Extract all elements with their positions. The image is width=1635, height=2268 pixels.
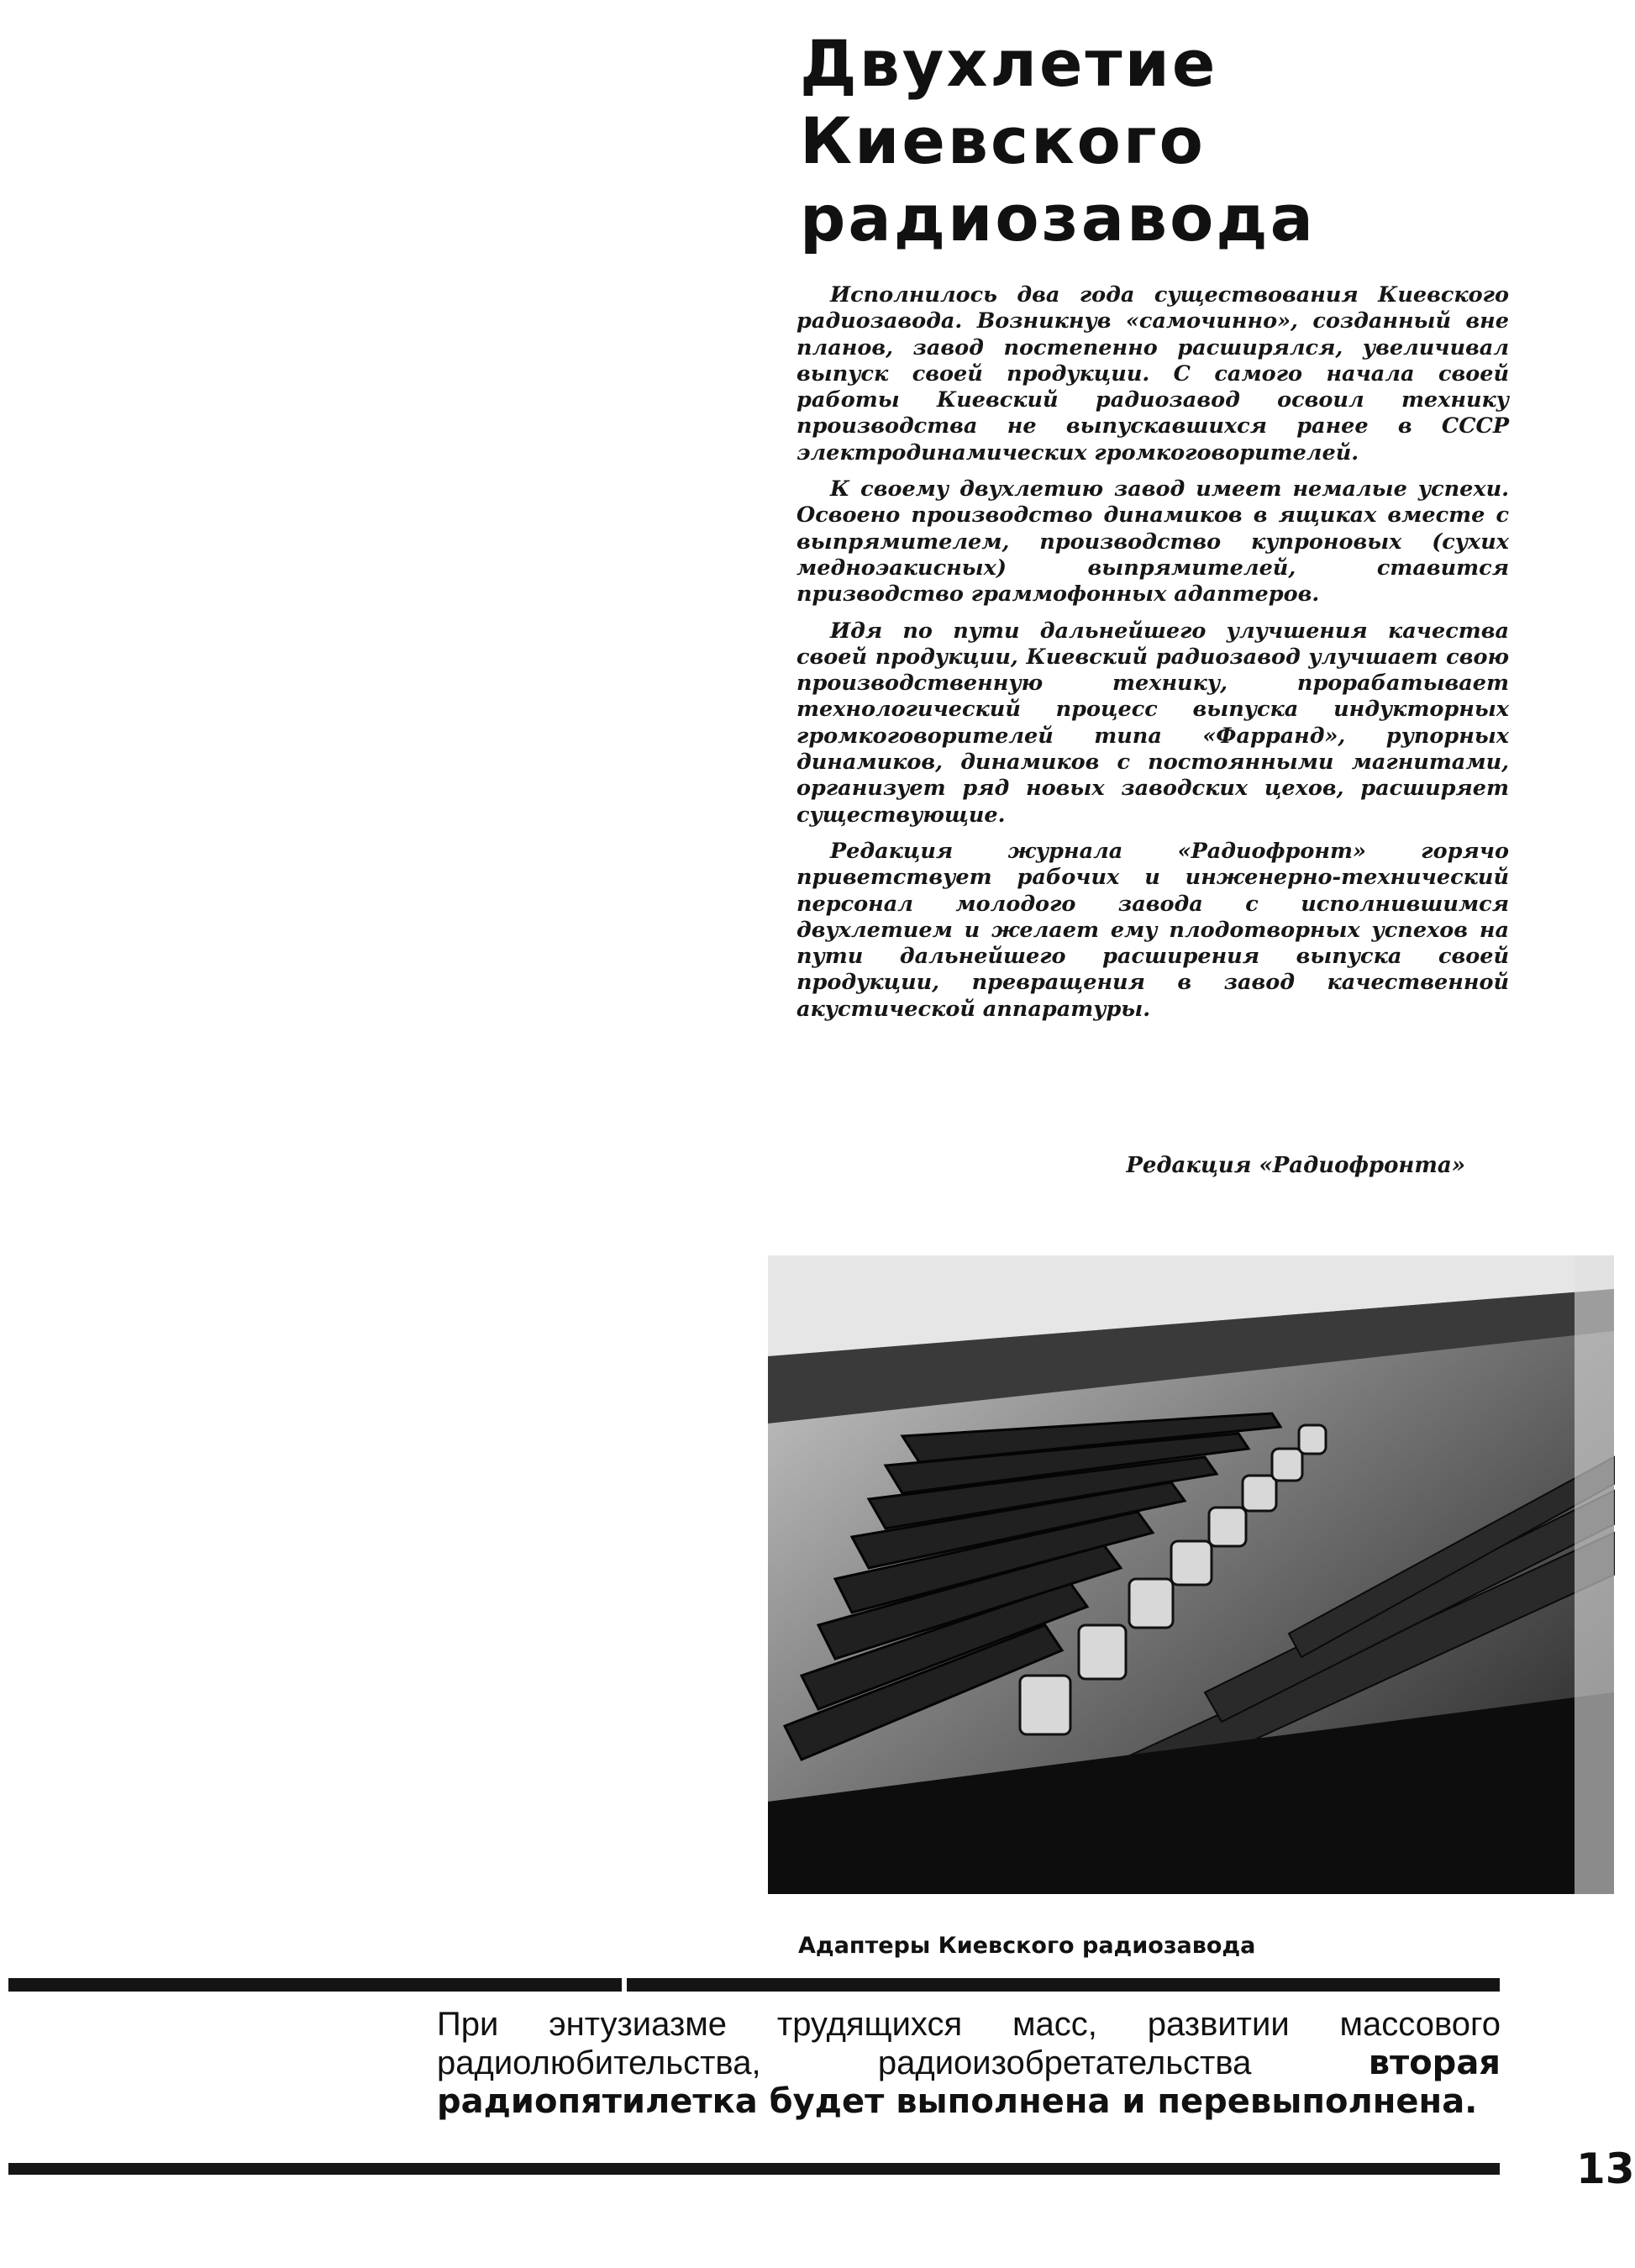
- paragraph-3: Идя по пути дальнейшего улучшения качества своей продукции, Киевский радиозавод улучшает свою производственную технику, прорабатывает технологический процесс выпуска индукторных громкоговорителей типа «Фарранд», рупорных динамиков, динамиков с постоянными магнитами, организует ряд новых заводских цехов, расширяет существующие.: [796, 618, 1509, 828]
- article-signature: Редакция «Радиофронта»: [1126, 1153, 1465, 1178]
- title-line-1: Двухлетие: [800, 26, 1218, 101]
- page-number: 13: [1576, 2144, 1635, 2193]
- photo-caption: Адаптеры Киевского радиозавода: [798, 1933, 1256, 1959]
- paragraph-4: Редакция журнала «Радиофронт» горячо приветствует рабочих и инженерно-технический персонал молодого завода с исполнившимся двухлетием и желает ему плодотворных успехов на пути дальнейшего расширения выпуска своей продукции, превращения в завод качественной акустической аппаратуры.: [796, 838, 1509, 1022]
- title-line-3: радиозавода: [800, 181, 1316, 255]
- divider-bottom: [8, 2163, 1500, 2175]
- article-title: [800, 25, 1405, 257]
- article-body: [796, 282, 1509, 1033]
- slogan-regular: При энтузиазме трудящихся масс, развитии массового радиолюбительства, радиоизобретательства: [437, 2006, 1501, 2081]
- adapters-photo-image: [768, 1255, 1614, 1894]
- divider-top: [8, 1978, 1500, 1992]
- slogan-bold: вторая радиопятилетка будет выполнена и перевыполнена.: [437, 2044, 1501, 2121]
- paragraph-1: Исполнилось два года существования Киевского радиозавода. Возникнув «самочинно», созданный вне планов, завод постепенно расширялся, увеличивал выпуск своей продукции. С самого начала своей работы Киевский радиозавод освоил технику производства не выпускавшихся ранее в СССР электродинамических громкоговорителей.: [796, 282, 1509, 466]
- title-line-2: Киевского: [800, 103, 1206, 178]
- slogan: [437, 2005, 1501, 2121]
- paragraph-2: К своему двухлетию завод имеет немалые успехи. Освоено производство динамиков в ящиках вместе с выпрямителем, производство купроновых (сухих медноэакисных) выпрямителей, ставится призводство граммофонных адаптеров.: [796, 476, 1509, 608]
- adapters-photo: [768, 1255, 1614, 1894]
